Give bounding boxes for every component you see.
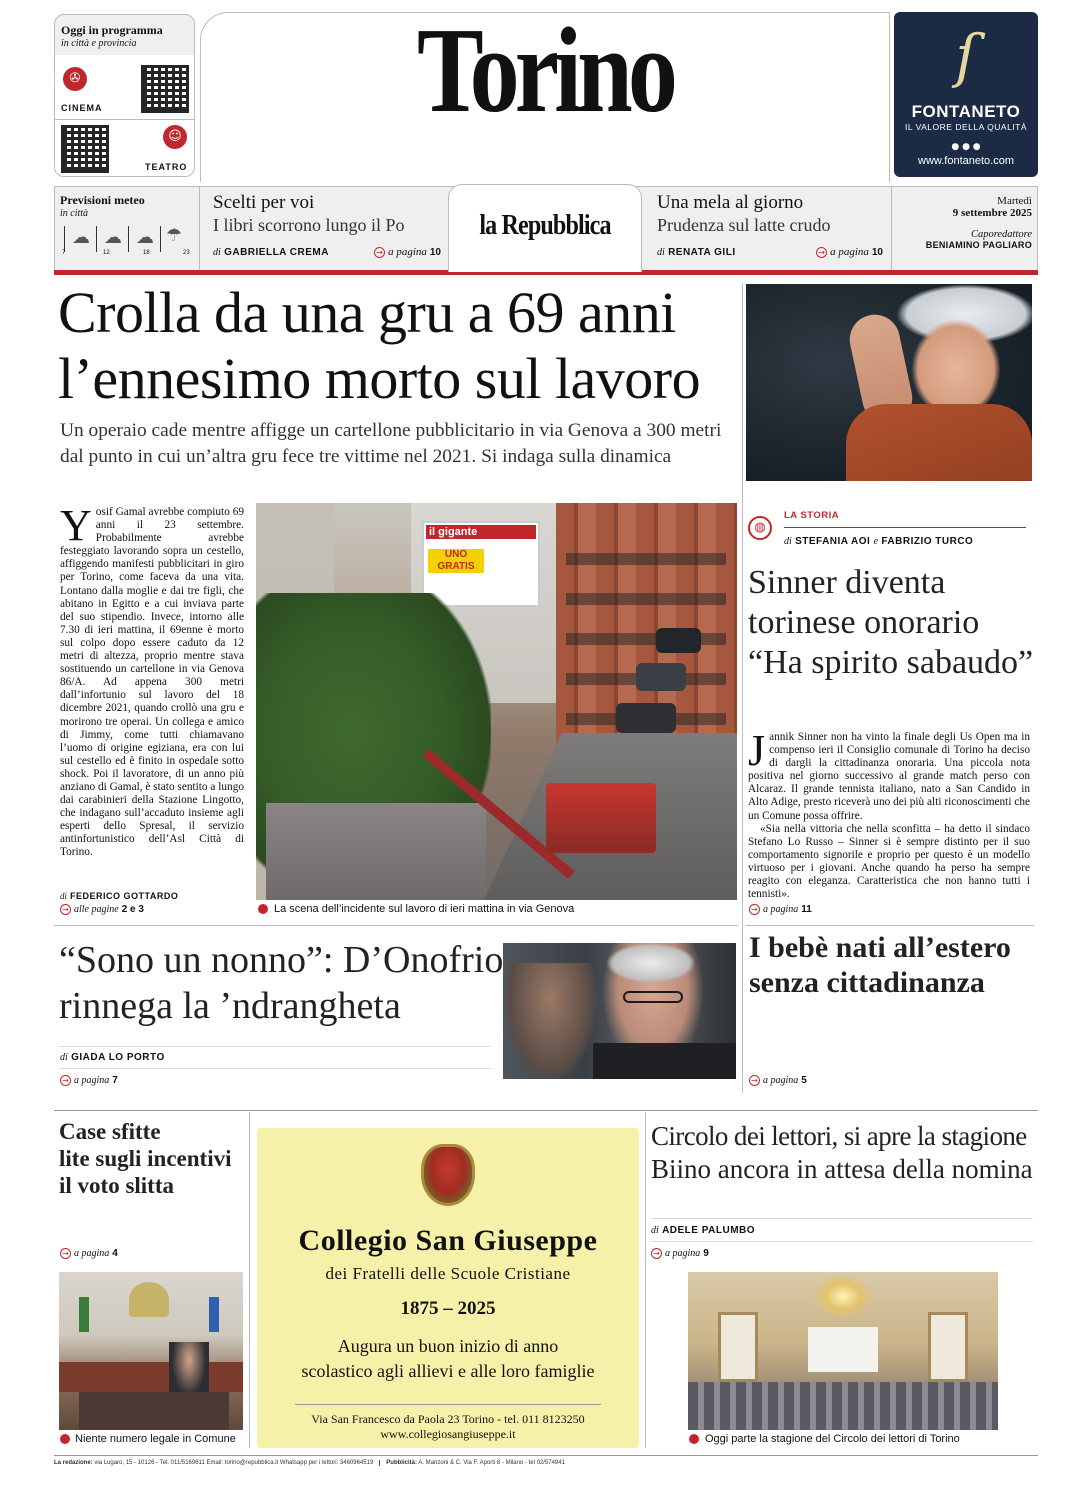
- lead-body: [60, 501, 244, 860]
- sinner-photo: [746, 284, 1032, 481]
- circolo-photo-caption-text: Oggi parte la stagione del Circolo dei lettori di Torino: [705, 1433, 960, 1445]
- social-icons: ● ● ●: [951, 142, 981, 152]
- arrow-right-icon: →: [749, 1075, 760, 1086]
- lead-headline-line: l’ennesimo morto sul lavoro: [58, 346, 701, 411]
- scelti-page: 10: [429, 246, 441, 258]
- sinner-kicker-row: [748, 510, 1026, 534]
- circolo-photo: [688, 1272, 998, 1430]
- circolo-page[interactable]: 9: [703, 1248, 709, 1259]
- mela-al-giorno[interactable]: [657, 192, 887, 266]
- meteo-title: Previsioni meteo: [60, 193, 145, 207]
- footer-redazione-label: La redazione:: [54, 1460, 93, 1466]
- sinner-headline-line: torinese onorario: [748, 604, 980, 641]
- lead-author: FEDERICO GOTTARDO: [70, 891, 179, 901]
- sinner-author: FABRIZIO TURCO: [881, 536, 974, 547]
- program-subtitle: in città e provincia: [61, 38, 137, 49]
- arrow-right-icon: →: [816, 247, 827, 258]
- case-headline-line: lite sugli incentivi: [59, 1146, 232, 1171]
- bebe-page[interactable]: 5: [801, 1075, 807, 1086]
- footer: [54, 1460, 1038, 1466]
- circolo-headline-line: Biino ancora in attesa della nomina: [651, 1154, 1033, 1184]
- case-headline-line: il voto slitta: [59, 1173, 174, 1198]
- arrow-right-icon: →: [60, 904, 71, 915]
- meteo-forecast[interactable]: [62, 224, 192, 258]
- caption-bullet-icon: [258, 904, 268, 914]
- page-ref-label: a pagina: [665, 1248, 701, 1259]
- teatro-qr-code[interactable]: [61, 125, 109, 173]
- sinner-headline[interactable]: [748, 563, 1038, 683]
- page-ref-label: a pagina: [388, 246, 427, 258]
- circolo-author: ADELE PALUMBO: [662, 1225, 756, 1236]
- donofrio-headline-line: rinnega la ’ndrangheta: [59, 985, 401, 1027]
- fontaneto-tagline: IL VALORE DELLA QUALITÀ: [904, 122, 1028, 132]
- sinner-headline-line: “Ha spirito sabaudo”: [748, 644, 1034, 681]
- donofrio-page[interactable]: 7: [112, 1075, 118, 1086]
- meteo-hour: 23: [183, 250, 190, 256]
- arrow-right-icon: →: [60, 1248, 71, 1259]
- circolo-headline[interactable]: [651, 1120, 1037, 1186]
- footer-redazione: via Lugaro, 15 - 10126 - Tel. 011/5169611 Email: torino@repubblica.it Whatsapp per i lettori: 3460964519: [94, 1460, 374, 1466]
- donofrio-photo: [503, 943, 736, 1079]
- by-label: di: [213, 247, 221, 258]
- cinema-qr-code[interactable]: [141, 65, 189, 113]
- and-label: e: [873, 536, 879, 547]
- billboard-brand: il gigante: [426, 525, 536, 539]
- scelti-per-voi[interactable]: [213, 192, 443, 266]
- caption-bullet-icon: [60, 1434, 70, 1444]
- fontaneto-url[interactable]: www.fontaneto.com: [918, 155, 1014, 167]
- case-headline-line: Case sfitte: [59, 1119, 161, 1144]
- case-headline[interactable]: [59, 1118, 249, 1199]
- fontaneto-logo-icon: ſ: [955, 22, 977, 90]
- lead-headline-line: Crolla da una gru a 69 anni: [58, 280, 676, 345]
- collegio-name: Collegio San Giuseppe: [298, 1224, 598, 1257]
- circolo-photo-caption: [689, 1433, 960, 1445]
- meteo-hour: 7: [62, 250, 66, 256]
- sinner-body-text: «Sia nella vittoria che nella sconfitta – ha detto il sindaco Stefano Lo Russo – Sinner si è sempre distinto per il suo comportamento signorile e proprio per questo è un modello virtuoso per i giovani. Anche quando ha perso ha sempre reagito con eleganza. Caratteristica che non hanno tutti i tennisti».: [748, 822, 1030, 901]
- program-box[interactable]: [54, 14, 195, 177]
- lead-headline[interactable]: [58, 280, 738, 412]
- meteo-hour: 12: [103, 250, 110, 256]
- teatro-mask-icon: ☺: [163, 125, 187, 149]
- mela-kicker: Una mela al giorno: [657, 192, 804, 213]
- case-photo-caption: [60, 1433, 236, 1445]
- arrow-right-icon: →: [374, 247, 385, 258]
- mela-headline: Prudenza sul latte crudo: [657, 215, 831, 235]
- bebe-headline-line: senza cittadinanza: [749, 966, 985, 999]
- cinema-icon: ✇: [63, 67, 87, 91]
- page-ref-label: a pagina: [74, 1248, 110, 1259]
- collegio-crest-icon: [421, 1144, 475, 1206]
- billboard-offer: UNO GRATIS: [428, 549, 484, 573]
- page-ref-label: a pagina: [763, 1075, 799, 1086]
- sinner-body: [748, 726, 1030, 901]
- arrow-right-icon: →: [651, 1248, 662, 1259]
- sinner-page[interactable]: 11: [801, 904, 812, 915]
- mela-page: 10: [871, 246, 883, 258]
- sinner-kicker: LA STORIA: [784, 510, 840, 521]
- bebe-headline-line: I bebè nati all’estero: [749, 931, 1011, 964]
- page-ref-label: a pagina: [763, 904, 799, 915]
- scelti-headline: I libri scorrono lungo il Po: [213, 215, 405, 235]
- cloud-icon: ☁: [136, 227, 154, 248]
- page-ref-label: alle pagine: [74, 904, 119, 915]
- lead-photo: [256, 503, 737, 900]
- tennis-ball-icon: ◍: [748, 516, 772, 540]
- collegio-ad[interactable]: [257, 1128, 639, 1448]
- lead-summary: Un operaio cade mentre affigge un cartellone pubblicitario in via Genova a 300 metri dal punto in cui un’altra gru fece tre vittime nel 2021. Si indaga sulla dinamica: [60, 420, 722, 467]
- lead-pages[interactable]: 2 e 3: [121, 904, 144, 915]
- fontaneto-brand: FONTANETO: [911, 102, 1021, 121]
- repubblica-logo: la Repubblica: [479, 210, 611, 241]
- sinner-headline-line: Sinner diventa: [748, 564, 946, 601]
- footer-pubblicita: A. Manzoni & C. Via F. Aporti 8 - Milano - tel 02/574941: [418, 1460, 565, 1466]
- by-label: di: [657, 247, 665, 258]
- donofrio-headline-line: “Sono un nonno”: D’Onofrio: [59, 939, 504, 981]
- date-box: [896, 195, 1032, 250]
- crane-truck: [546, 783, 656, 853]
- scelti-kicker: Scelti per voi: [213, 192, 315, 213]
- bebe-headline[interactable]: [749, 930, 1034, 1000]
- rain-cloud-icon: ☂: [166, 225, 183, 246]
- cloud-icon: ☁: [72, 227, 90, 248]
- weekday: Martedì: [997, 195, 1032, 207]
- program-title: Oggi in programma: [61, 23, 163, 37]
- caption-bullet-icon: [689, 1434, 699, 1444]
- case-photo-caption-text: Niente numero legale in Comune: [75, 1433, 236, 1445]
- masthead-title: Torino: [417, 3, 673, 138]
- donofrio-author: GIADA LO PORTO: [71, 1052, 165, 1063]
- teatro-label[interactable]: TEATRO: [145, 162, 188, 172]
- collegio-wish-line: scolastico agli allievi e alle loro famiglie: [301, 1361, 595, 1381]
- dropcap: J: [748, 726, 766, 775]
- page-ref-label: a pagina: [830, 246, 869, 258]
- collegio-address: Via San Francesco da Paola 23 Torino - tel. 011 8123250: [311, 1412, 585, 1426]
- sinner-body-text: annik Sinner non ha vinto la finale degli Us Open ma in compenso ieri il Consiglio comunale di Torino ha deciso di dargli la cittadinanza onoraria. Una piccola nota positiva nel giorno successivo al grande match perso con Alcaraz. Il grande tennista italiano, nato a San Candido in Alto Adige, presto riceverà uno dei più alti riconoscimenti che un Comune possa offrire.: [748, 731, 1030, 822]
- collegio-years: 1875 – 2025: [400, 1298, 496, 1319]
- lead-body-text: osif Gamal avrebbe compiuto 69 anni il 23 settembre. Probabilmente avrebbe festeggiato lavorando sopra un cestello, affiggendo manifesti pubblicitari in giro per Torino, come faceva da una vita. Lontano dalla moglie e dai tre figli, che abitano in Egitto e a cui inviava parte del suo stipendio. Invece, intorno alle 7.30 di ieri mattina, il 69enne è morto sul colpo dopo essere caduto da 12 metri di altezza, proprio mentre stava sostituendo un cartellone in via Genova 86/A. Ad appena 300 metri dall’infortunio sul lavoro del 18 dicembre 2021, quando crollò una gru e morirono tre operai. Un collega e amico di Jimmy, come tutti chiamavano l’uomo di origine egiziana, era con lui sul cestello ed è finito in ospedale sotto shock. Poi il lavoratore, di un anno più anziano di Gamal, è stato sentito a lungo dai carabinieri della Stazione Lingotto, che indagano sull’accaduto insieme agli esperti dello Spresal, il servizio antinfortunistico dell’Asl Città di Torino.: [60, 506, 244, 859]
- page-ref-label: a pagina: [74, 1075, 110, 1086]
- by-label: di: [651, 1225, 659, 1236]
- editor-role: Caporedattore: [970, 229, 1032, 240]
- meteo-subtitle: in città: [60, 208, 89, 219]
- fontaneto-ad[interactable]: [894, 12, 1038, 177]
- circolo-headline-line: Circolo dei lettori, si apre la stagione: [651, 1121, 1027, 1151]
- collegio-url[interactable]: www.collegiosangiuseppe.it: [380, 1427, 516, 1441]
- editor-name: BENIAMINO PAGLIARO: [925, 240, 1032, 250]
- dropcap: Y: [60, 501, 92, 550]
- by-label: di: [784, 536, 792, 547]
- case-photo: [59, 1272, 243, 1430]
- lead-photo-caption-text: La scena dell’incidente sul lavoro di ieri mattina in via Genova: [274, 903, 575, 915]
- issue-date: 9 settembre 2025: [952, 207, 1032, 219]
- by-label: di: [60, 891, 68, 901]
- footer-pubblicita-label: Pubblicità:: [386, 1460, 417, 1466]
- arrow-right-icon: →: [60, 1075, 71, 1086]
- donofrio-headline[interactable]: [59, 937, 504, 1029]
- case-page[interactable]: 4: [112, 1248, 118, 1259]
- cloud-icon: ☁: [104, 227, 122, 248]
- lead-photo-caption: [258, 903, 574, 915]
- collegio-sub: dei Fratelli delle Scuole Cristiane: [325, 1264, 571, 1283]
- mela-author: RENATA GILI: [668, 247, 736, 258]
- collegio-wish-line: Augura un buon inizio di anno: [337, 1336, 559, 1356]
- arrow-right-icon: →: [749, 904, 760, 915]
- meteo-hour: 18: [143, 250, 150, 256]
- cinema-label[interactable]: CINEMA: [61, 103, 103, 113]
- by-label: di: [60, 1052, 68, 1063]
- scelti-author: GABRIELLA CREMA: [224, 247, 329, 258]
- sinner-author: STEFANIA AOI: [795, 536, 871, 547]
